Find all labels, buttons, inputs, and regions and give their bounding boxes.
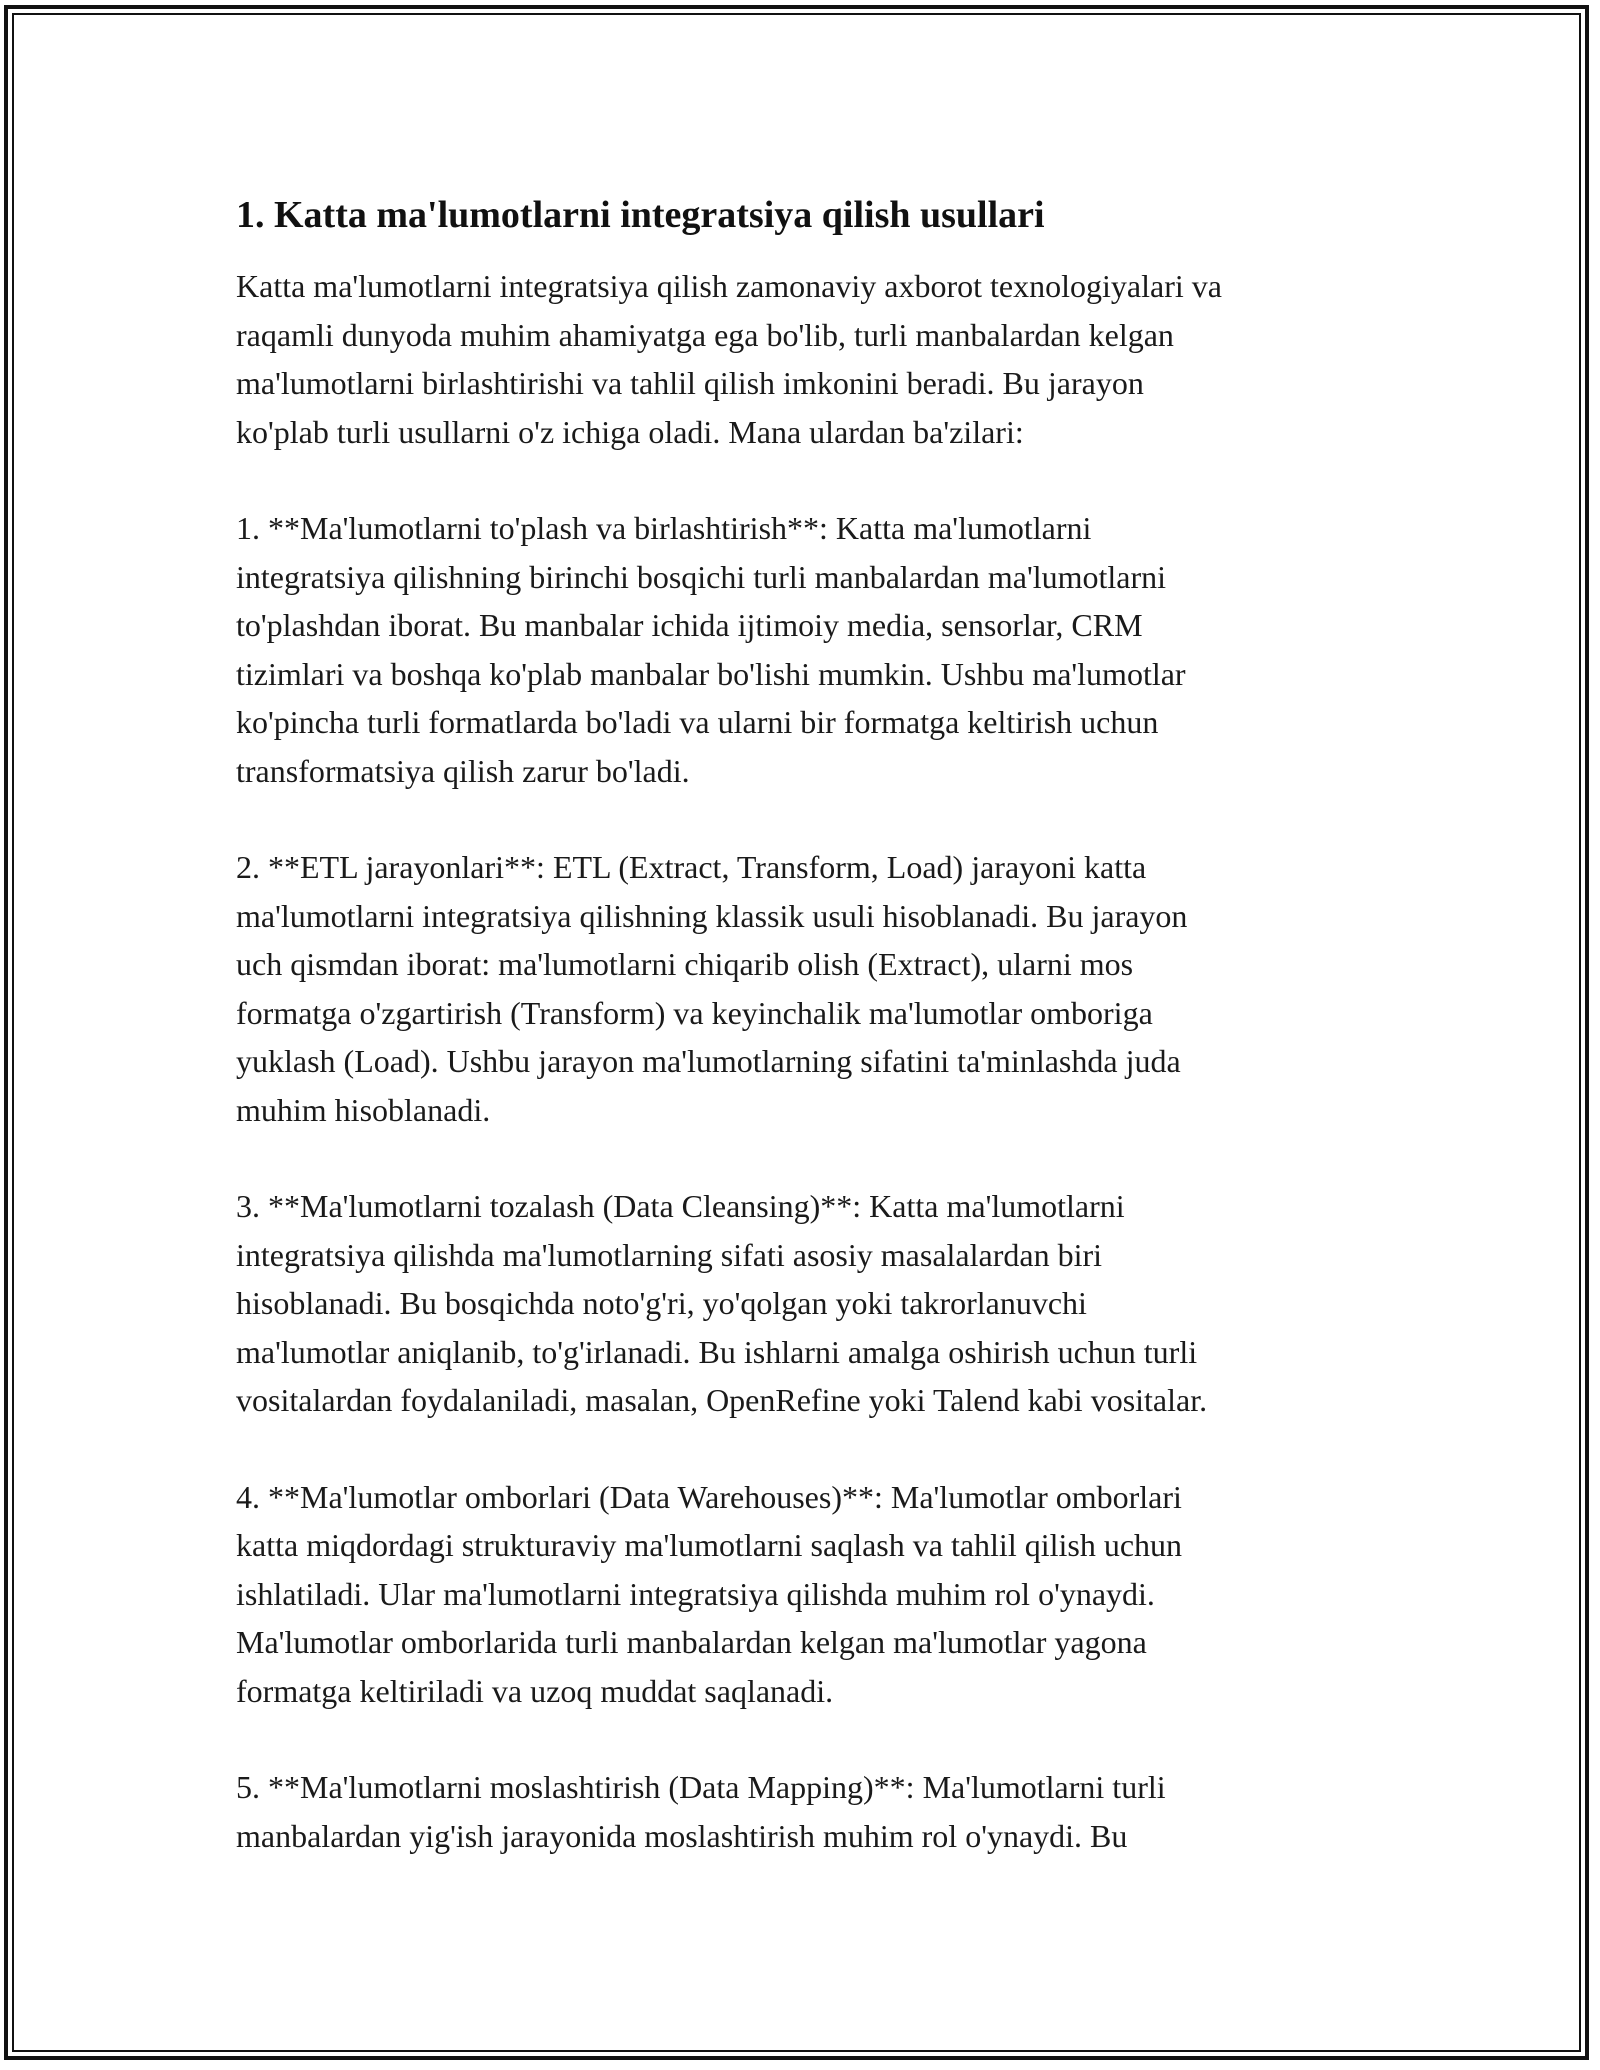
document-body bbox=[236, 190, 1386, 1908]
paragraph-data-cleansing: 3. **Ma'lumotlarni tozalash (Data Cleansing)**: Katta ma'lumotlarni integratsiya qilishda ma'lumotlarning sifati asosiy masalalardan biri hisoblanadi. Bu bosqichda noto'g'ri, yo'qolgan yoki takrorlanuvchi ma'lumotlar aniqlanib, to'g'irlanadi. Bu ishlarni amalga oshirish uchun turli vositalardan foydalaniladi, masalan, OpenRefine yoki Talend kabi vositalar. bbox=[236, 1188, 1208, 1418]
paragraph-data-collection: 1. **Ma'lumotlarni to'plash va birlashtirish**: Katta ma'lumotlarni integratsiya qilishning birinchi bosqichi turli manbalardan ma'lumotlarni to'plashdan iborat. Bu manbalar ichida ijtimoiy media, sensorlar, CRM tizimlari va boshqa ko'plab manbalar bo'lishi mumkin. Ushbu ma'lumotlar ko'pincha turli formatlarda bo'ladi va ularni bir formatga keltirish uchun transformatsiya qilish zarur bo'ladi. bbox=[236, 510, 1186, 789]
paragraph-data-mapping: 5. **Ma'lumotlarni moslashtirish (Data Mapping)**: Ma'lumotlarni turli manbalardan yig'ish jarayonida moslashtirish muhim rol o'ynaydi. Bu bbox=[236, 1769, 1166, 1854]
section-title: 1. Katta ma'lumotlarni integratsiya qilish usullari bbox=[236, 194, 1045, 236]
paragraph-data-warehouses: 4. **Ma'lumotlar omborlari (Data Warehouses)**: Ma'lumotlar omborlari katta miqdordagi strukturaviy ma'lumotlarni saqlash va tahlil qilish uchun ishlatiladi. Ular ma'lumotlarni integratsiya qilishda muhim rol o'ynaydi. Ma'lumotlar omborlarida turli manbalardan kelgan ma'lumotlar yagona formatga keltiriladi va uzoq muddat saqlanadi. bbox=[236, 1478, 1183, 1709]
intro-paragraph: Katta ma'lumotlarni integratsiya qilish zamonaviy axborot texnologiyalari va raqamli dunyoda muhim ahamiyatga ega bo'lib, turli manbalardan kelgan ma'lumotlarni birlashtirishi va tahlil qilish imkonini beradi. Bu jarayon ko'plab turli usullarni o'z ichiga oladi. Mana ulardan ba'zilari: bbox=[236, 268, 1222, 450]
paragraph-etl: 2. **ETL jarayonlari**: ETL (Extract, Transform, Load) jarayoni katta ma'lumotlarni integratsiya qilishning klassik usuli hisoblanadi. Bu jarayon uch qismdan iborat: ma'lumotlarni chiqarib olish (Extract), ularni mos formatga o'zgartirish (Transform) va keyinchalik ma'lumotlar omboriga yuklash (Load). Ushbu jarayon ma'lumotlarning sifatini ta'minlashda juda muhim hisoblanadi. bbox=[236, 849, 1188, 1128]
